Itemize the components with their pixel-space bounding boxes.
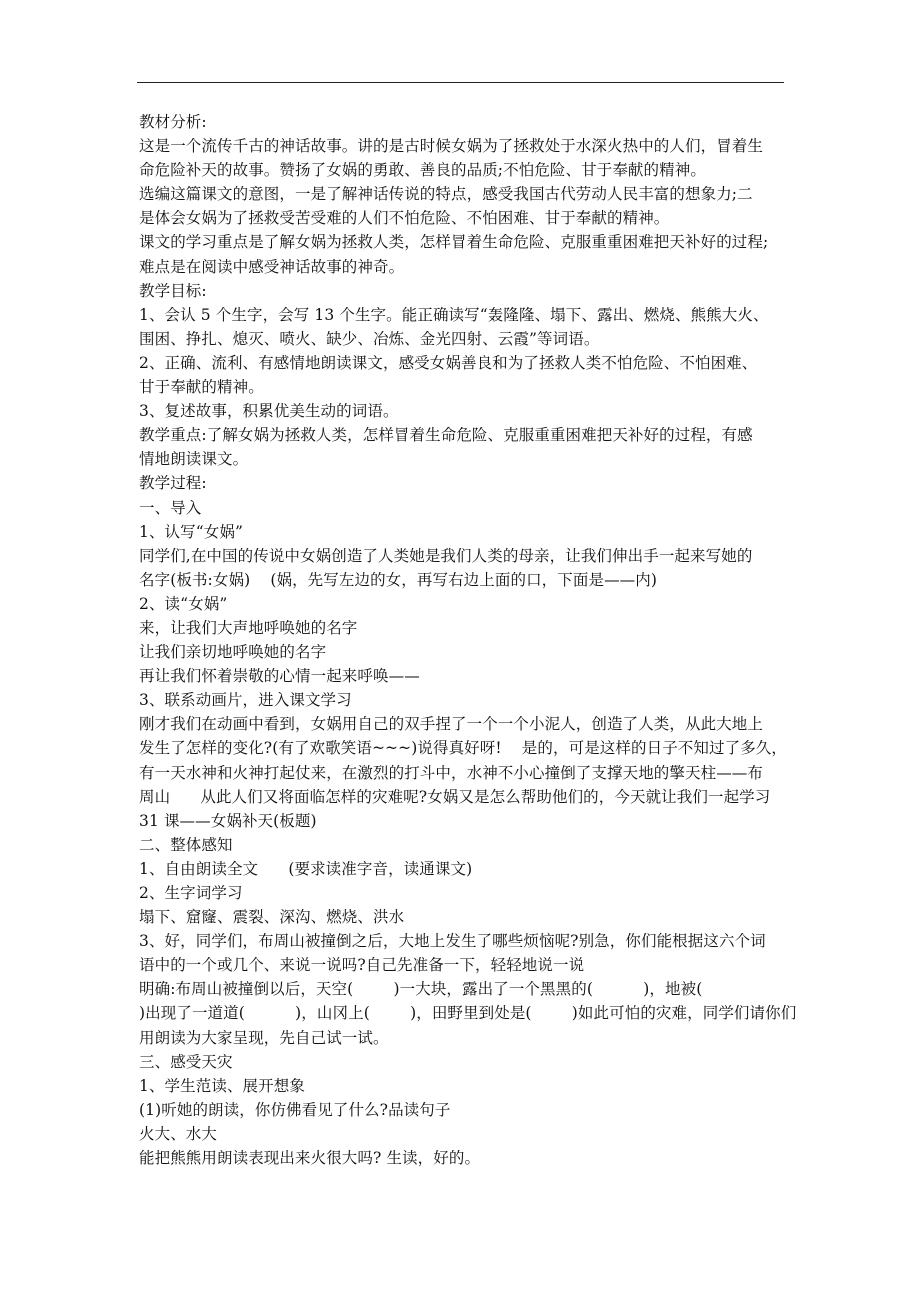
text-line: 1、自由朗读全文 (要求读准字音，读通课文) xyxy=(139,859,473,878)
text-line: )出现了一道道( )，山冈上( )，田野里到处是( )如此可怕的灾难，同学们请你们 xyxy=(139,1004,797,1023)
text-line: 围困、挣扎、熄灭、喷火、缺少、冶炼、金光四射、云霞”等词语。 xyxy=(139,329,600,348)
text-line: 选编这篇课文的意图，一是了解神话传说的特点，感受我国古代劳动人民丰富的想象力;二 xyxy=(139,185,753,204)
text-line: 难点是在阅读中感受神话故事的神奇。 xyxy=(139,257,405,276)
text-line: 2、生字词学习 xyxy=(139,884,243,902)
text-line: 三、感受天灾 xyxy=(139,1052,233,1071)
text-line: 命危险补天的故事。赞扬了女娲的勇敢、善良的品质;不怕危险、甘于奉献的精神。 xyxy=(139,161,706,180)
text-line: 3、好，同学们，布周山被撞倒之后，大地上发生了哪些烦恼呢?别急，你们能根据这六个词 xyxy=(139,932,766,951)
text-line: 情地朗读课文。 xyxy=(139,450,249,469)
text-line: 有一天水神和火神打起仗来，在激烈的打斗中，水神不小心撞倒了支撑天地的擎天柱——布 xyxy=(139,763,764,782)
text-line: 31 课——女娲补天(板题) xyxy=(139,811,317,830)
text-line: 2、读“女娲” xyxy=(139,594,228,613)
text-line: 发生了怎样的变化?(有了欢歌笑语~~~)说得真好呀! 是的，可是这样的日子不知过了多久， xyxy=(139,739,788,758)
text-line: 二、整体感知 xyxy=(139,835,233,854)
text-line: 周山 从此人们又将面临怎样的灾难呢?女娲又是怎么帮助他们的，今天就让我们一起学习 xyxy=(139,787,771,806)
text-line: 1、学生范读、展开想象 xyxy=(139,1076,305,1095)
text-line: 甘于奉献的精神。 xyxy=(139,378,264,397)
document-body xyxy=(139,110,799,1170)
text-line: 同学们,在中国的传说中女娲创造了人类她是我们人类的母亲，让我们伸出手一起来写她的 xyxy=(139,546,753,565)
text-line: 这是一个流传千古的神话故事。讲的是古时候女娲为了拯救处于水深火热中的人们，冒着生 xyxy=(139,137,764,156)
text-line: 语中的一个或几个、来说一说吗?自己先准备一下，轻轻地说一说 xyxy=(139,956,585,975)
text-line: (1)听她的朗读，你仿佛看见了什么?品读句子 xyxy=(139,1100,451,1119)
text-line: 教学过程: xyxy=(139,474,207,493)
text-line: 火大、水大 xyxy=(139,1124,218,1143)
text-line: 让我们亲切地呼唤她的名字 xyxy=(139,643,327,662)
text-line: 课文的学习重点是了解女娲为拯救人类，怎样冒着生命危险、克服重重困难把天补好的过程; xyxy=(139,233,769,252)
text-line: 教材分析: xyxy=(139,113,207,131)
text-line: 教学目标: xyxy=(139,281,207,300)
text-line: 能把熊熊用朗读表现出来火很大吗? 生读，好的。 xyxy=(139,1149,481,1168)
text-line: 1、会认 5 个生字，会写 13 个生字。能正确读写“轰隆隆、塌下、露出、燃烧、熊熊大火、 xyxy=(139,305,769,324)
text-line: 再让我们怀着崇敬的心情一起来呼唤—— xyxy=(139,667,420,686)
header-rule xyxy=(137,82,784,83)
text-line: 来，让我们大声地呼唤她的名字 xyxy=(139,618,358,637)
text-line: 一、导入 xyxy=(139,498,202,517)
text-line: 教学重点:了解女娲为拯救人类，怎样冒着生命危险、克服重重困难把天补好的过程，有感 xyxy=(139,426,753,445)
text-line: 明确:布周山被撞倒以后，天空( )一大块，露出了一个黑黑的( )，地被( xyxy=(139,980,703,999)
text-line: 名字(板书:女娲) (娲，先写左边的女，再写右边上面的口，下面是——内) xyxy=(139,570,658,589)
text-line: 3、复述故事，积累优美生动的词语。 xyxy=(139,402,399,421)
text-line: 2、正确、流利、有感情地朗读课文，感受女娲善良和为了拯救人类不怕危险、不怕困难、 xyxy=(139,353,758,372)
text-line: 是体会女娲为了拯救受苦受难的人们不怕危险、不怕困难、甘于奉献的精神。 xyxy=(139,209,670,228)
text-line: 塌下、窟窿、震裂、深沟、燃烧、洪水 xyxy=(139,908,405,927)
text-line: 刚才我们在动画中看到，女娲用自己的双手捏了一个一个小泥人，创造了人类，从此大地上 xyxy=(139,715,764,734)
text-line: 3、联系动画片，进入课文学习 xyxy=(139,691,352,710)
text-line: 用朗读为大家呈现，先自己试一试。 xyxy=(139,1028,389,1047)
text-line: 1、认写“女娲” xyxy=(139,522,244,541)
